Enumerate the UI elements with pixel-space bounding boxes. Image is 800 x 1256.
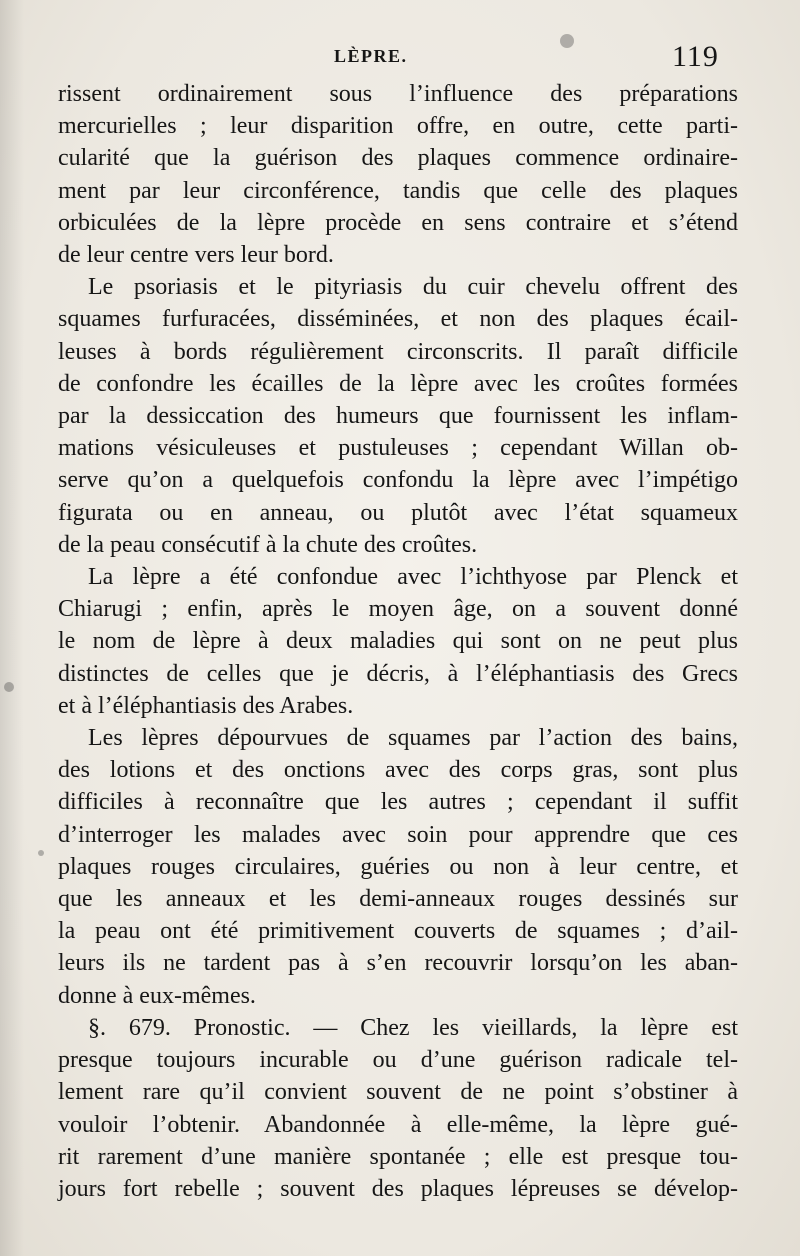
text-line: rit rarement d’une manière spontanée ; elle est presque tou- bbox=[58, 1143, 738, 1170]
text-line: cularité que la guérison des plaques commence ordinaire- bbox=[58, 145, 738, 172]
text-line: donne à eux-mêmes. bbox=[58, 982, 256, 1009]
text-line: leurs ils ne tardent pas à s’en recouvrir lorsqu’on les aban- bbox=[58, 950, 738, 977]
text-line: distinctes de celles que je décris, à l’éléphantiasis des Grecs bbox=[58, 660, 738, 687]
page-edge-shadow bbox=[0, 0, 24, 1256]
text-line: leuses à bords régulièrement circonscrits. Il paraît difficile bbox=[58, 338, 738, 365]
text-line: Le psoriasis et le pityriasis du cuir chevelu offrent des bbox=[88, 274, 738, 301]
text-line: lement rare qu’il convient souvent de ne point s’obstiner à bbox=[58, 1079, 738, 1106]
text-line: d’interroger les malades avec soin pour apprendre que ces bbox=[58, 821, 738, 848]
text-line: Les lèpres dépourvues de squames par l’action des bains, bbox=[88, 725, 738, 752]
text-line: mations vésiculeuses et pustuleuses ; cependant Willan ob- bbox=[58, 435, 738, 462]
text-line: §. 679. Pronostic. — Chez les vieillards, la lèpre est bbox=[88, 1014, 738, 1041]
text-line: le nom de lèpre à deux maladies qui sont on ne peut plus bbox=[58, 628, 738, 655]
ink-spot bbox=[560, 34, 574, 48]
running-head bbox=[0, 40, 800, 80]
text-line: des lotions et des onctions avec des corps gras, sont plus bbox=[58, 757, 738, 784]
running-head-title: LÈPRE. bbox=[334, 46, 408, 66]
text-line: de la peau consécutif à la chute des croûtes. bbox=[58, 531, 478, 558]
text-line: La lèpre a été confondue avec l’ichthyose par Plenck et bbox=[88, 564, 738, 591]
body-text bbox=[58, 78, 738, 1205]
text-line: de leur centre vers leur bord. bbox=[58, 242, 334, 269]
text-line: difficiles à reconnaître que les autres ; cependant il suffit bbox=[58, 789, 738, 816]
text-line: par la dessiccation des humeurs que fournissent les inflam- bbox=[58, 403, 738, 430]
text-line: mercurielles ; leur disparition offre, en outre, cette parti- bbox=[58, 113, 738, 140]
text-line: plaques rouges circulaires, guéries ou non à leur centre, et bbox=[58, 853, 738, 880]
text-line: de confondre les écailles de la lèpre avec les croûtes formées bbox=[58, 370, 738, 397]
ink-spot bbox=[38, 850, 44, 856]
text-line: presque toujours incurable ou d’une guérison radicale tel- bbox=[58, 1047, 738, 1074]
text-line: orbiculées de la lèpre procède en sens contraire et s’étend bbox=[58, 209, 738, 236]
text-line: ment par leur circonférence, tandis que celle des plaques bbox=[58, 177, 738, 204]
ink-spot bbox=[4, 682, 14, 692]
text-line: figurata ou en anneau, ou plutôt avec l’état squameux bbox=[58, 499, 738, 526]
text-line: Chiarugi ; enfin, après le moyen âge, on a souvent donné bbox=[58, 596, 738, 623]
text-line: jours fort rebelle ; souvent des plaques lépreuses se dévelop- bbox=[58, 1175, 738, 1202]
text-line: rissent ordinairement sous l’influence des préparations bbox=[58, 81, 738, 107]
text-line: squames furfuracées, disséminées, et non des plaques écail- bbox=[58, 306, 738, 333]
text-line: et à l’éléphantiasis des Arabes. bbox=[58, 692, 354, 719]
text-line: vouloir l’obtenir. Abandonnée à elle-même, la lèpre gué- bbox=[58, 1111, 738, 1138]
text-line: serve qu’on a quelquefois confondu la lèpre avec l’impétigo bbox=[58, 467, 738, 494]
text-line: la peau ont été primitivement couverts de squames ; d’ail- bbox=[58, 918, 738, 945]
text-line: que les anneaux et les demi-anneaux rouges dessinés sur bbox=[58, 886, 738, 913]
page-number: 119 bbox=[672, 40, 719, 73]
